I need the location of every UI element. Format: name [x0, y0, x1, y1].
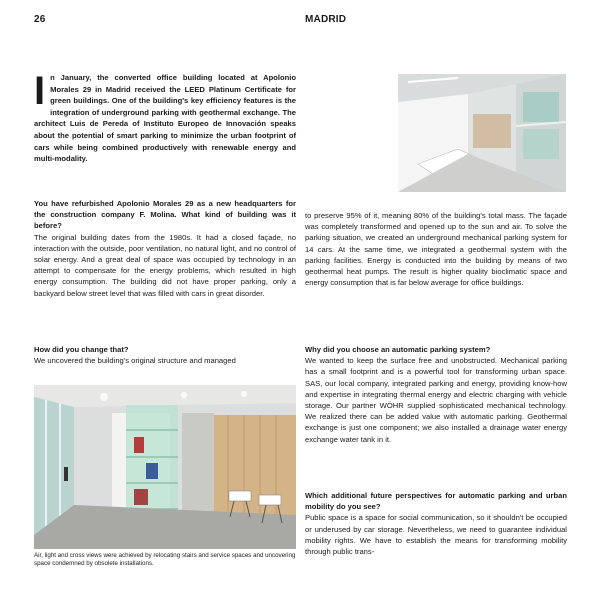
- intro-paragraph: [34, 69, 296, 165]
- answer-2-continued: to preserve 95% of it, meaning 80% of the building's total mass. The façade was completely transformed and opened up to the sun and air. To solve the parking situation, we created an underground mechanical parking system for 14 cars. At the same time, we integrated a geothermal system with the parking facilities. Energy is conducted into the building by means of two geothermal heat pumps. The result is higher quality bioclimatic space and energy consumption that is far below average for office buildings.: [305, 211, 567, 288]
- page-number: 26: [34, 14, 46, 25]
- left-column: [34, 198, 296, 299]
- left-column-2: [34, 344, 296, 366]
- section-title: MADRID: [305, 14, 347, 25]
- right-column-3: [305, 490, 567, 557]
- answer-3: We wanted to keep the surface free and unobstructed. Mechanical parking has a small footprint and is a powerful tool for transforming urban space. SAS, our local company, integrated parking and energy, providing know-how and expertise in integrating thermal energy and electric charging with vehicle storage. Our partner WÖHR supplied sophisticated mechanical technology. We realized there can be added value with automatic parking. Geothermal exchange is just one component; we also installed a drainage water energy exchange water tank in it.: [305, 356, 567, 444]
- office-photo: [34, 385, 296, 549]
- atrium-photo: [398, 74, 566, 192]
- question-4: Which additional future perspectives for automatic parking and urban mobility do you see?: [305, 491, 567, 512]
- answer-4: Public space is a space for social communication, so it shouldn't be occupied or underused by car storage. Nevertheless, we need to guarantee individual mobility rights. We have to establish the means for transforming mobility through public trans-: [305, 513, 567, 557]
- question-3: Why did you choose an automatic parking system?: [305, 345, 491, 354]
- photo-caption: Air, light and cross views were achieved by relocating stairs and service spaces and uncovering space condemned by obsolete installations.: [34, 552, 296, 568]
- right-column-2: [305, 344, 567, 445]
- drop-cap: I: [34, 69, 46, 113]
- answer-1: The original building dates from the 1980s. It had a closed façade, no interaction with the outside, poor ventilation, no natural light, and no control of solar energy. And a great deal of space was occupied by technology in an attempt to compensate for the energy problems, which resulted in high energy consumption. The building did not have proper parking, only a backyard below street level that was filled with cars in great disorder.: [34, 232, 296, 298]
- right-column: [305, 210, 567, 288]
- answer-2-start: We uncovered the building's original structure and managed: [34, 356, 236, 366]
- intro-text: n January, the converted office building located at Apolonio Morales 29 in Madrid received the LEED Platinum Certificate for green buildings. One of the building's key efficiency features is the integration of underground parking with geothermal exchange. The architect Luis de Pereda of Instituto Europeo de Innovación speaks about the potential of smart parking to minimize the urban footprint of cars while being combined productively with renewable energy and multi-modality.: [34, 73, 296, 164]
- question-2: How did you change that?: [34, 345, 129, 354]
- question-1: You have refurbished Apolonio Morales 29 as a new headquarters for the construction company F. Molina. What kind of building was it before?: [34, 199, 296, 231]
